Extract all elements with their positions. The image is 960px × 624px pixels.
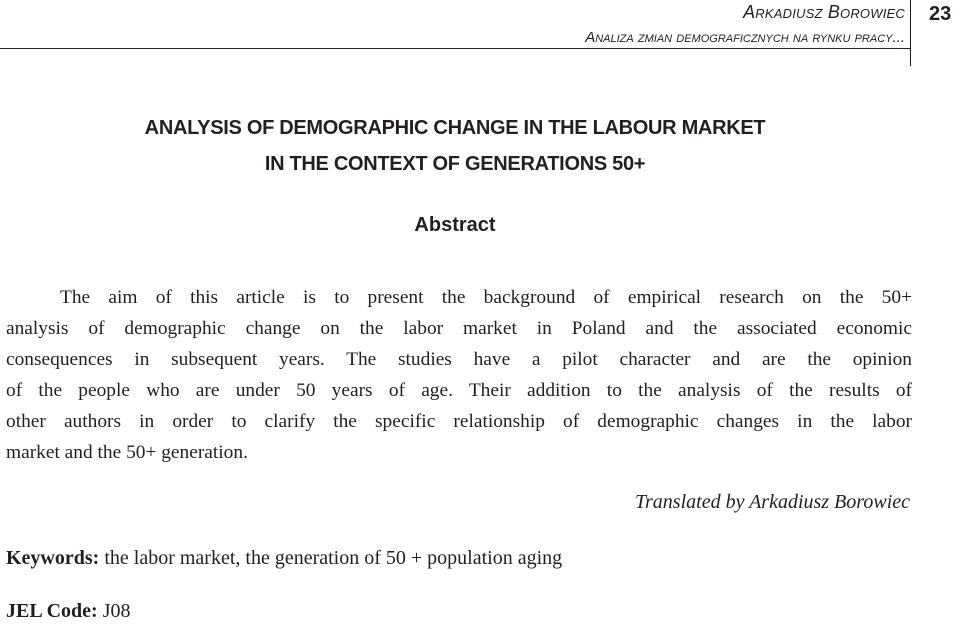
jel-code-value: J08 [102, 600, 131, 622]
header-divider [910, 0, 911, 66]
article-title-line-2: IN THE CONTEXT OF GENERATIONS 50+ [264, 153, 646, 175]
jel-code-label: JEL Code: [6, 600, 98, 622]
keywords [6, 547, 562, 570]
article-title-line-1: ANALYSIS OF DEMOGRAPHIC CHANGE IN THE LABOUR MARKET [144, 117, 766, 139]
header-rule [0, 48, 910, 49]
abstract-line: other authors in order to clarify the specific relationship of demographic changes in the labor [6, 411, 912, 432]
abstract-line: market and the 50+ generation. [6, 442, 248, 463]
running-header-title: Analiza zmian demograficznych na rynku pracy... [585, 29, 905, 46]
running-header-author: Arkadiusz Borowiec [743, 2, 905, 22]
abstract-line: consequences in subsequent years. The studies have a pilot character and are the opinion [6, 349, 912, 370]
jel-code [6, 600, 130, 623]
abstract-line: The aim of this article is to present the background of empirical research on the 50+ [60, 287, 912, 308]
translator-credit: Translated by Arkadiusz Borowiec [635, 491, 910, 513]
page-number: 23 [929, 3, 952, 25]
abstract-heading: Abstract [414, 214, 496, 236]
abstract-text [6, 282, 912, 468]
keywords-text: the labor market, the generation of 50 + population aging [104, 547, 563, 569]
abstract-line: of the people who are under 50 years of age. Their addition to the analysis of the results of [6, 380, 912, 401]
keywords-label: Keywords: [6, 547, 100, 569]
abstract-line: analysis of demographic change on the labor market in Poland and the associated economic [6, 318, 912, 339]
article-title [0, 110, 910, 182]
